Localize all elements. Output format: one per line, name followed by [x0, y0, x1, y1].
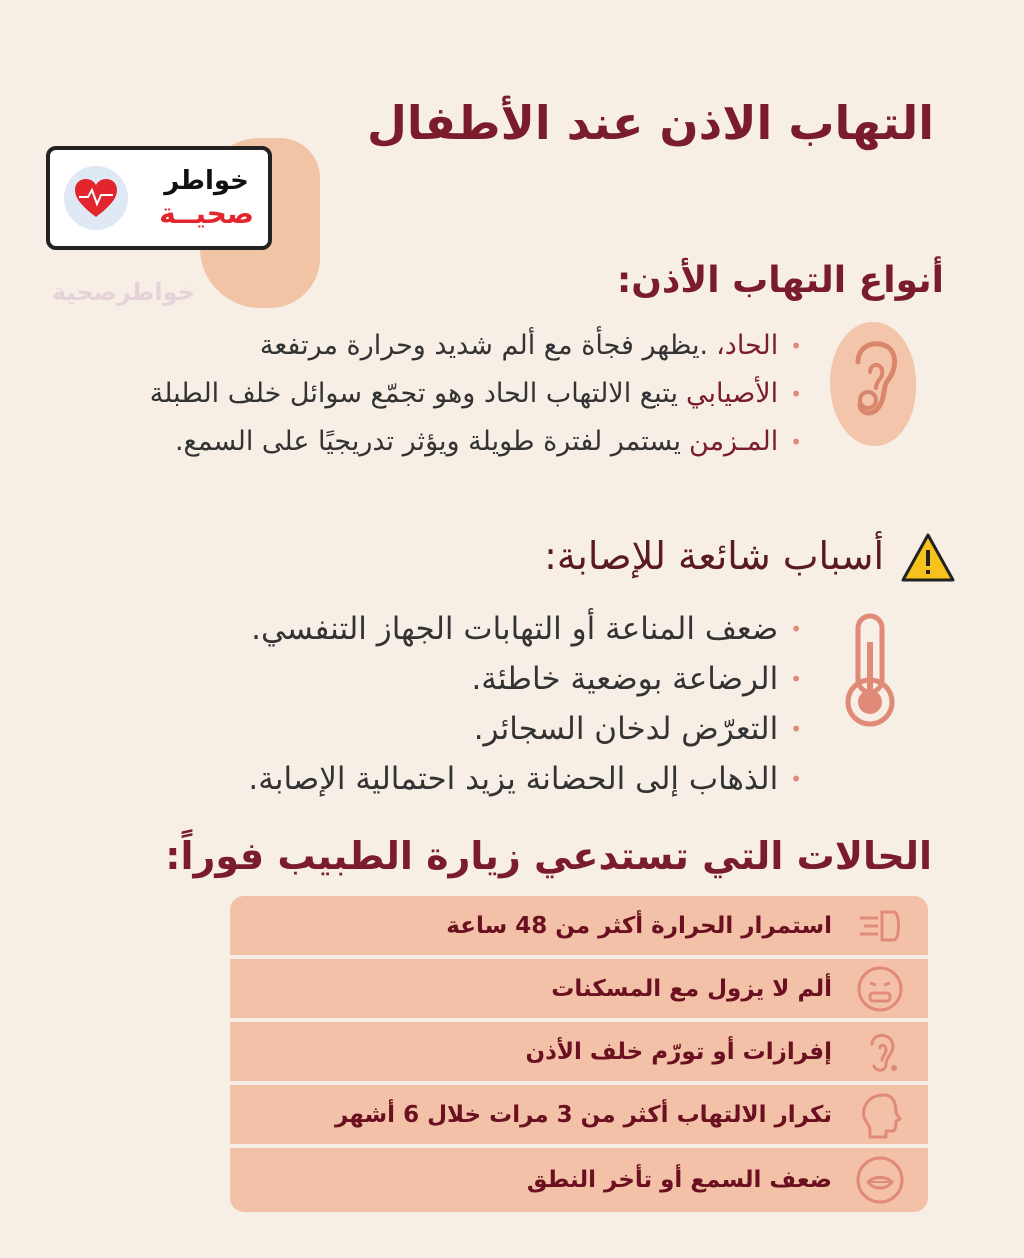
thermometer-icon: [840, 612, 900, 730]
row-text: ألم لا يزول مع المسكنات: [551, 975, 832, 1002]
bullet: •: [790, 334, 802, 358]
ear-icon: [830, 322, 916, 446]
bullet: •: [790, 430, 802, 454]
bullet: •: [790, 767, 802, 791]
row-text: استمرار الحرارة أكثر من 48 ساعة: [446, 912, 832, 939]
fever-icon: [854, 900, 906, 952]
phone-frame: [46, 146, 272, 250]
list-item: [42, 654, 802, 704]
bullet: •: [790, 717, 802, 741]
table-row: [230, 1085, 928, 1148]
warning-icon: [900, 532, 956, 584]
list-item: [42, 754, 802, 804]
type-name: الحاد،: [716, 330, 779, 361]
bullet: •: [790, 667, 802, 691]
row-text: ضعف السمع أو تأخر النطق: [526, 1167, 832, 1193]
visit-heading: الحالات التي تستدعي زيارة الطبيب فوراً:: [165, 834, 932, 878]
logo-line1: خواطر: [164, 166, 249, 196]
table-row: [230, 1148, 928, 1212]
types-heading: أنواع التهاب الأذن:: [616, 260, 944, 301]
row-text: تكرار الالتهاب أكثر من 3 مرات خلال 6 أشهر: [335, 1101, 832, 1128]
causes-heading: أسباب شائعة للإصابة:: [544, 534, 884, 578]
type-desc: .يظهر فجأة مع ألم شديد وحرارة مرتفعة: [259, 330, 709, 361]
causes-list: [42, 604, 802, 804]
type-name: الأصيابي: [685, 378, 779, 409]
row-text: إفرازات أو تورّم خلف الأذن: [525, 1038, 832, 1065]
table-row: [230, 959, 928, 1022]
list-item: [2, 370, 802, 418]
logo: [46, 128, 320, 310]
cause-text: الرضاعة بوضعية خاطئة.: [471, 661, 779, 697]
table-row: [230, 896, 928, 959]
type-desc: يستمر لفترة طويلة ويؤثر تدريجيًا على السمع.: [174, 426, 682, 457]
cause-text: ضعف المناعة أو التهابات الجهاز التنفسي.: [251, 611, 779, 647]
type-name: المـزمن: [689, 426, 779, 457]
list-item: [2, 418, 802, 466]
list-item: [42, 604, 802, 654]
cause-text: الذهاب إلى الحضانة يزيد احتمالية الإصابة.: [248, 761, 779, 797]
logo-watermark: خواطرصحية: [52, 278, 195, 306]
table-row: [230, 1022, 928, 1085]
pain-face-icon: [854, 963, 906, 1015]
mouth-icon: [854, 1154, 906, 1206]
bullet: •: [790, 382, 802, 406]
ear-discharge-icon: [854, 1026, 906, 1078]
bullet: •: [790, 617, 802, 641]
cause-text: التعرّض لدخان السجائر.: [473, 711, 779, 747]
list-item: [42, 704, 802, 754]
visit-table: [230, 896, 928, 1212]
head-profile-icon: [854, 1089, 906, 1141]
type-desc: يتبع الالتهاب الحاد وهو تجمّع سوائل خلف الطبلة: [149, 378, 678, 409]
heart-icon: [64, 166, 128, 230]
logo-line2: صحيــة: [159, 197, 254, 230]
logo-text: [159, 165, 254, 231]
types-list: [2, 322, 802, 466]
list-item: [2, 322, 802, 370]
page-title: التهاب الاذن عند الأطفال: [366, 96, 934, 150]
